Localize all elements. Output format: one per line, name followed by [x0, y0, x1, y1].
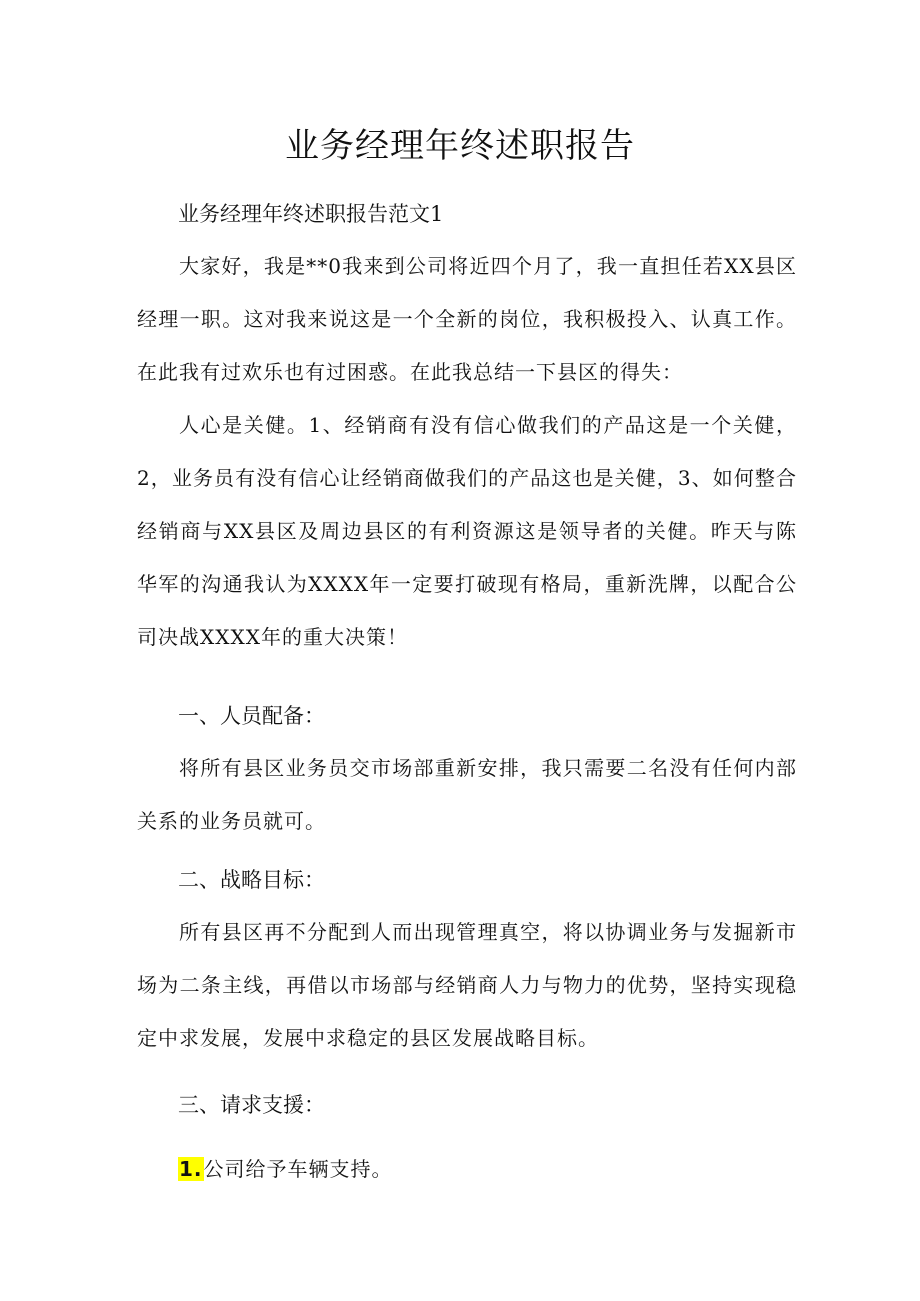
section-heading-support: 三、请求支援：	[178, 1093, 325, 1117]
paragraph-strategy: 所有县区再不分配到人而出现管理真空，将以协调业务与发掘新市场为二条主线，再借以市场部与经销商人力与物力的优势，坚持实现稳定中求发展，发展中求稳定的县区发展战略目标。	[137, 920, 797, 1050]
list-item-vehicle-support	[178, 1153, 393, 1185]
list-item-number-highlight: 1.	[179, 1157, 203, 1181]
paragraph-intro: 大家好，我是**0我来到公司将近四个月了，我一直担任若XX县区经理一职。这对我来说这是一个全新的岗位，我积极投入、认真工作。在此我有过欢乐也有过困惑。在此我总结一下县区的得失：	[137, 254, 797, 384]
paragraph-key-points: 人心是关健。1、经销商有没有信心做我们的产品这是一个关健，2，业务员有没有信心让经销商做我们的产品这也是关健，3、如何整合经销商与XX县区及周边县区的有利资源这是领导者的关健。昨天与陈华军的沟通我认为XXXX年一定要打破现有格局，重新洗牌，以配合公司决战XXXX年的重大决策！	[137, 413, 797, 649]
document-subtitle: 业务经理年终述职报告范文1	[178, 202, 444, 226]
section-heading-strategy: 二、战略目标：	[178, 868, 325, 892]
paragraph-staffing: 将所有县区业务员交市场部重新安排，我只需要二名没有任何内部关系的业务员就可。	[137, 756, 797, 833]
section-heading-staffing: 一、人员配备：	[178, 704, 325, 728]
list-item-text: 公司给予车辆支持。	[203, 1157, 393, 1181]
document-title: 业务经理年终述职报告	[285, 126, 635, 166]
